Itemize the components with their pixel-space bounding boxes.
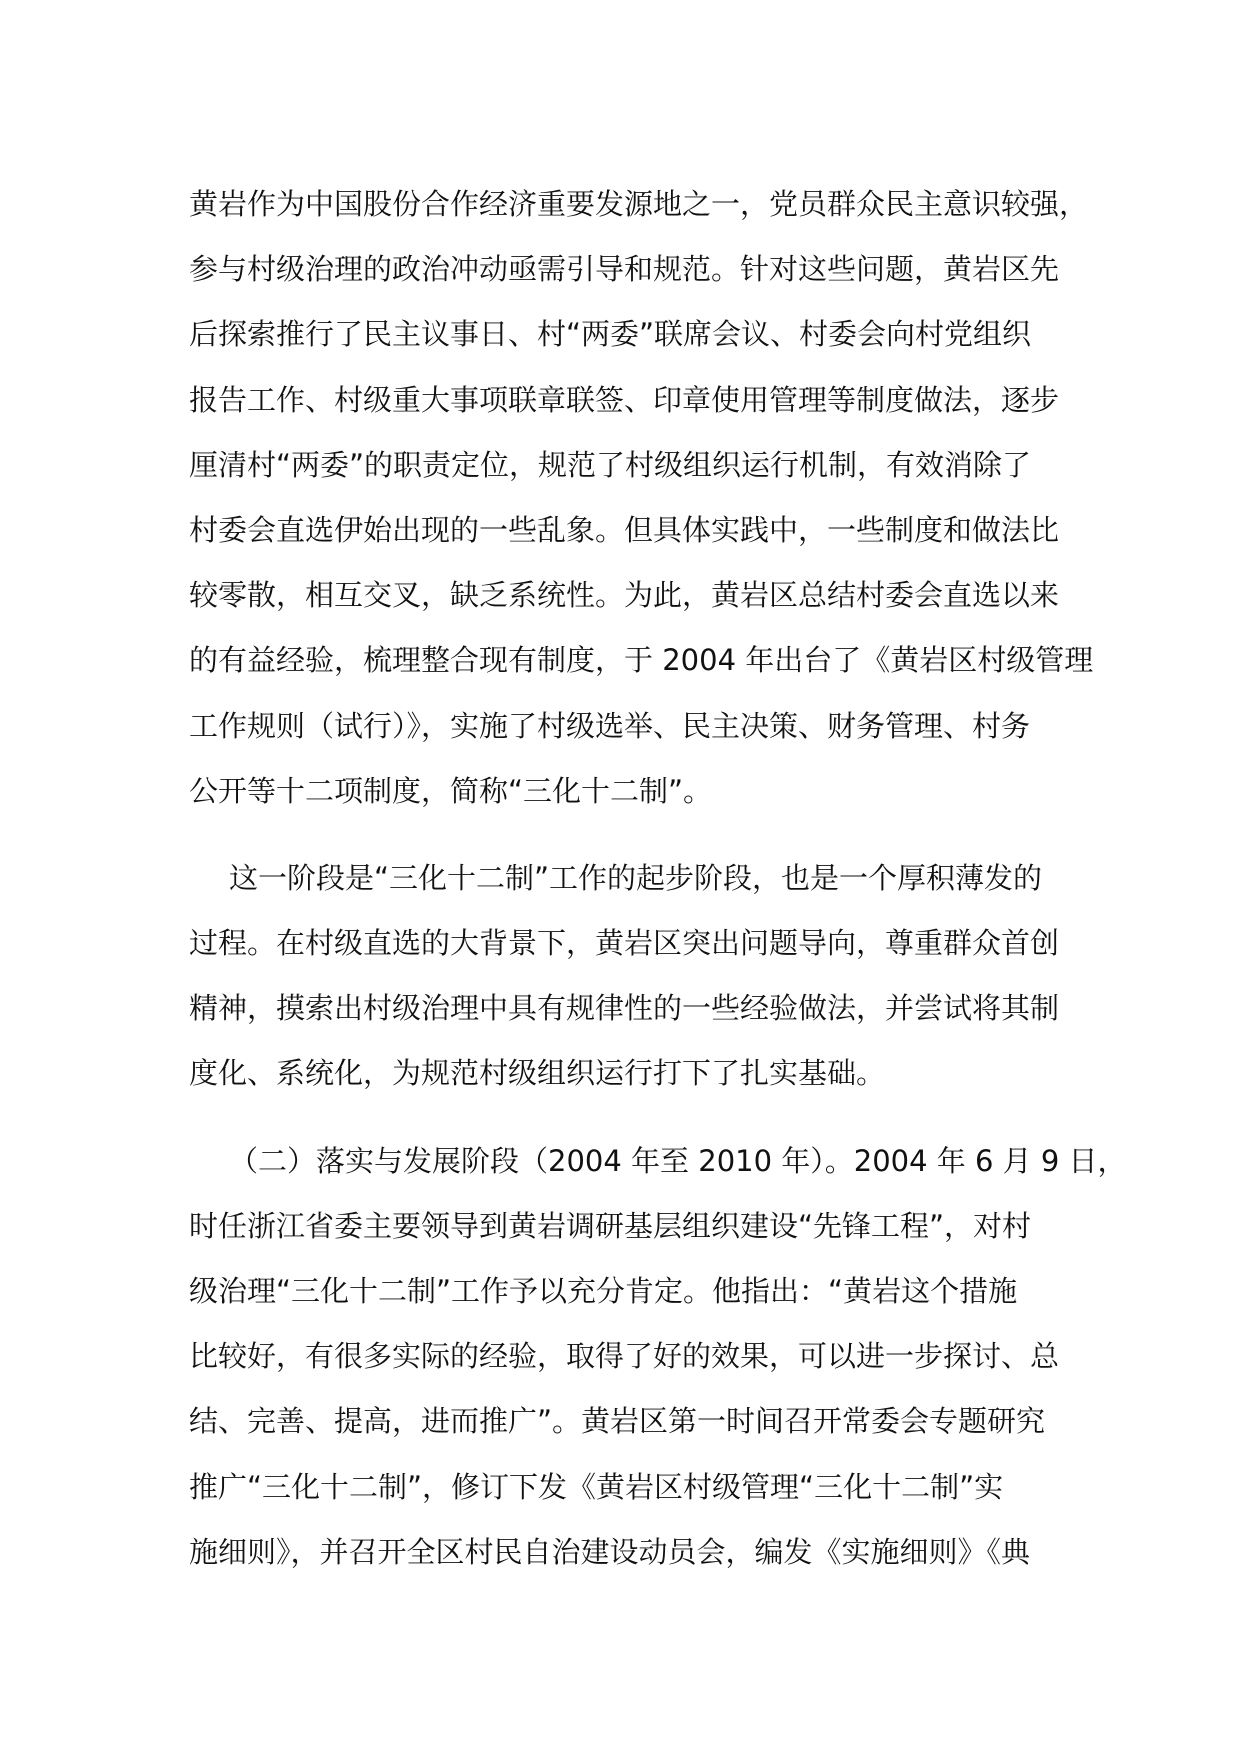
text-line: 公开等十二项制度，简称“三化十二制”。 [189, 773, 713, 808]
text-line: 参与村级治理的政治冲动亟需引导和规范。针对这些问题，黄岩区先 [189, 252, 1060, 287]
text-line: 这一阶段是“三化十二制”工作的起步阶段，也是一个厚积薄发的 [229, 860, 1043, 895]
text-line: 度化、系统化，为规范村级组织运行打下了扎实基础。 [189, 1056, 886, 1091]
paragraph-3 [189, 1129, 1127, 1585]
text-line: 工作规则（试行）》，实施了村级选举、民主决策、财务管理、村务 [189, 708, 1031, 743]
paragraph-gap [189, 1107, 1069, 1129]
text-line: 精神，摸索出村级治理中具有规律性的一些经验做法，并尝试将其制 [189, 991, 1060, 1026]
paragraph-gap [189, 824, 1069, 846]
text-line: 结、完善、提高，进而推广”。黄岩区第一时间召开常委会专题研究 [189, 1404, 1046, 1439]
text-line: 较零散，相互交叉，缺乏系统性。为此，黄岩区总结村委会直选以来 [189, 578, 1060, 613]
document-page [189, 172, 1127, 1585]
text-line: 过程。在村级直选的大背景下，黄岩区突出问题导向，尊重群众首创 [189, 926, 1060, 961]
text-line: 黄岩作为中国股份合作经济重要发源地之一，党员群众民主意识较强， [189, 187, 1089, 221]
text-line: 施细则》，并召开全区村民自治建设动员会，编发《实施细则》《典 [189, 1534, 1031, 1569]
text-line: （二）落实与发展阶段（2004 年至 2010 年）。2004 年 6 月 9 日， [229, 1143, 1127, 1178]
text-line: 比较好，有很多实际的经验，取得了好的效果，可以进一步探讨、总 [189, 1339, 1060, 1374]
text-line: 报告工作、村级重大事项联章联签、印章使用管理等制度做法，逐步 [189, 382, 1060, 417]
text-line: 的有益经验，梳理整合现有制度，于 2004 年出台了《黄岩区村级管理 [189, 643, 1094, 678]
text-line: 厘清村“两委”的职责定位，规范了村级组织运行机制，有效消除了 [189, 447, 1032, 482]
paragraph-2 [189, 846, 1069, 1107]
text-line: 时任浙江省委主要领导到黄岩调研基层组织建设“先锋工程”，对村 [189, 1208, 1032, 1243]
text-line: 村委会直选伊始出现的一些乱象。但具体实践中，一些制度和做法比 [189, 512, 1060, 547]
paragraph-1 [189, 172, 1094, 824]
text-line: 级治理“三化十二制”工作予以充分肯定。他指出：“黄岩这个措施 [189, 1274, 1018, 1308]
text-line: 后探索推行了民主议事日、村“两委”联席会议、村委会向村党组织 [189, 317, 1032, 352]
text-line: 推广“三化十二制”，修订下发《黄岩区村级管理“三化十二制”实 [189, 1469, 1004, 1504]
